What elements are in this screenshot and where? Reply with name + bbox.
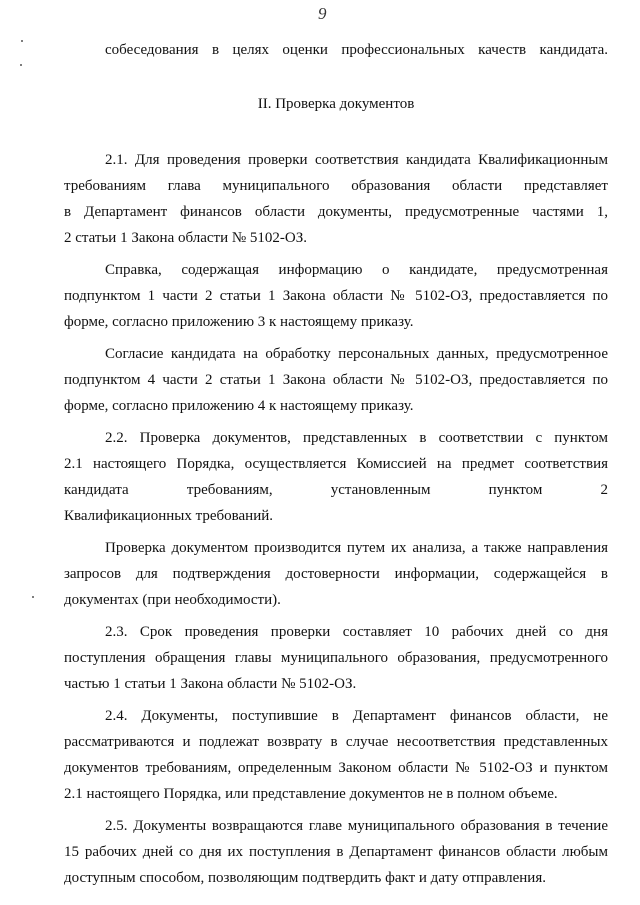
page-number: 9 (318, 4, 327, 23)
text-line: Квалификационных требований. (64, 508, 273, 524)
text-line: 2.4. Документы, поступившие в Департамент финансов области, не (105, 708, 608, 724)
paragraph-certificate (64, 257, 608, 335)
text-line: документов требованиям, определенным Законом области № 5102-ОЗ и пунктом (64, 760, 608, 776)
scan-speck (32, 596, 34, 598)
text-line: в Департамент финансов области документы, предусмотренные частями 1, (64, 204, 608, 220)
text-line: запросов для подтверждения достоверности информации, содержащейся в (64, 566, 608, 582)
text-line: подпунктом 1 части 2 статьи 1 Закона области № 5102-ОЗ, предоставляется по (64, 288, 608, 304)
text-line: 15 рабочих дней со дня их поступления в Департамент финансов области любым (64, 844, 608, 860)
text-line: 2 статьи 1 Закона области № 5102-ОЗ. (64, 230, 308, 246)
text-line: 2.1. Для проведения проверки соответствия кандидата Квалификационным (105, 152, 608, 168)
text-line: доступным способом, позволяющим подтвердить факт и дату отправления. (64, 870, 546, 886)
paragraph-2-2 (64, 425, 608, 529)
text-line: 2.1 настоящего Порядка, осуществляется Комиссией на предмет соответствия (64, 456, 608, 472)
scan-speck (20, 64, 22, 66)
paragraph-2-5 (64, 813, 608, 891)
text-line: частью 1 статьи 1 Закона области № 5102-ОЗ. (64, 676, 357, 692)
text-line: 2.5. Документы возвращаются главе муниципального образования в течение (105, 818, 608, 834)
text-line: документах (при необходимости). (64, 592, 281, 608)
text-line: поступления обращения главы муниципального образования, предусмотренного (64, 650, 608, 666)
paragraph-consent (64, 341, 608, 419)
paragraph-verification (64, 535, 608, 613)
paragraph-2-1 (64, 147, 608, 251)
section-heading: II. Проверка документов (257, 96, 415, 112)
text-line: рассматриваются и подлежат возврату в случае несоответствия представленных (64, 734, 608, 750)
text-line: 2.2. Проверка документов, представленных в соответствии с пунктом (105, 430, 608, 446)
text-line: 2.1 настоящего Порядка, или представление документов не в полном объеме. (64, 786, 558, 802)
document-body (64, 37, 608, 891)
text-line: подпунктом 4 части 2 статьи 1 Закона области № 5102-ОЗ, предоставляется по (64, 372, 608, 388)
text-line: 2.3. Срок проведения проверки составляет 10 рабочих дней со дня (105, 624, 608, 640)
paragraph-2-4 (64, 703, 608, 807)
text-line: Справка, содержащая информацию о кандидате, предусмотренная (105, 262, 608, 278)
text-line: кандидата требованиям, установленным пунктом 2 (64, 482, 608, 498)
text-line: форме, согласно приложению 4 к настоящему приказу. (64, 398, 414, 414)
paragraph-2-3 (64, 619, 608, 697)
text-line: Согласие кандидата на обработку персональных данных, предусмотренное (105, 346, 608, 362)
text-line: требованиям глава муниципального образования области представляет (64, 178, 608, 194)
scan-speck (21, 40, 23, 42)
text-line: форме, согласно приложению 3 к настоящему приказу. (64, 314, 414, 330)
intro-line: собеседования в целях оценки профессиональных качеств кандидата. (105, 42, 608, 58)
text-line: Проверка документом производится путем их анализа, а также направления (105, 540, 608, 556)
